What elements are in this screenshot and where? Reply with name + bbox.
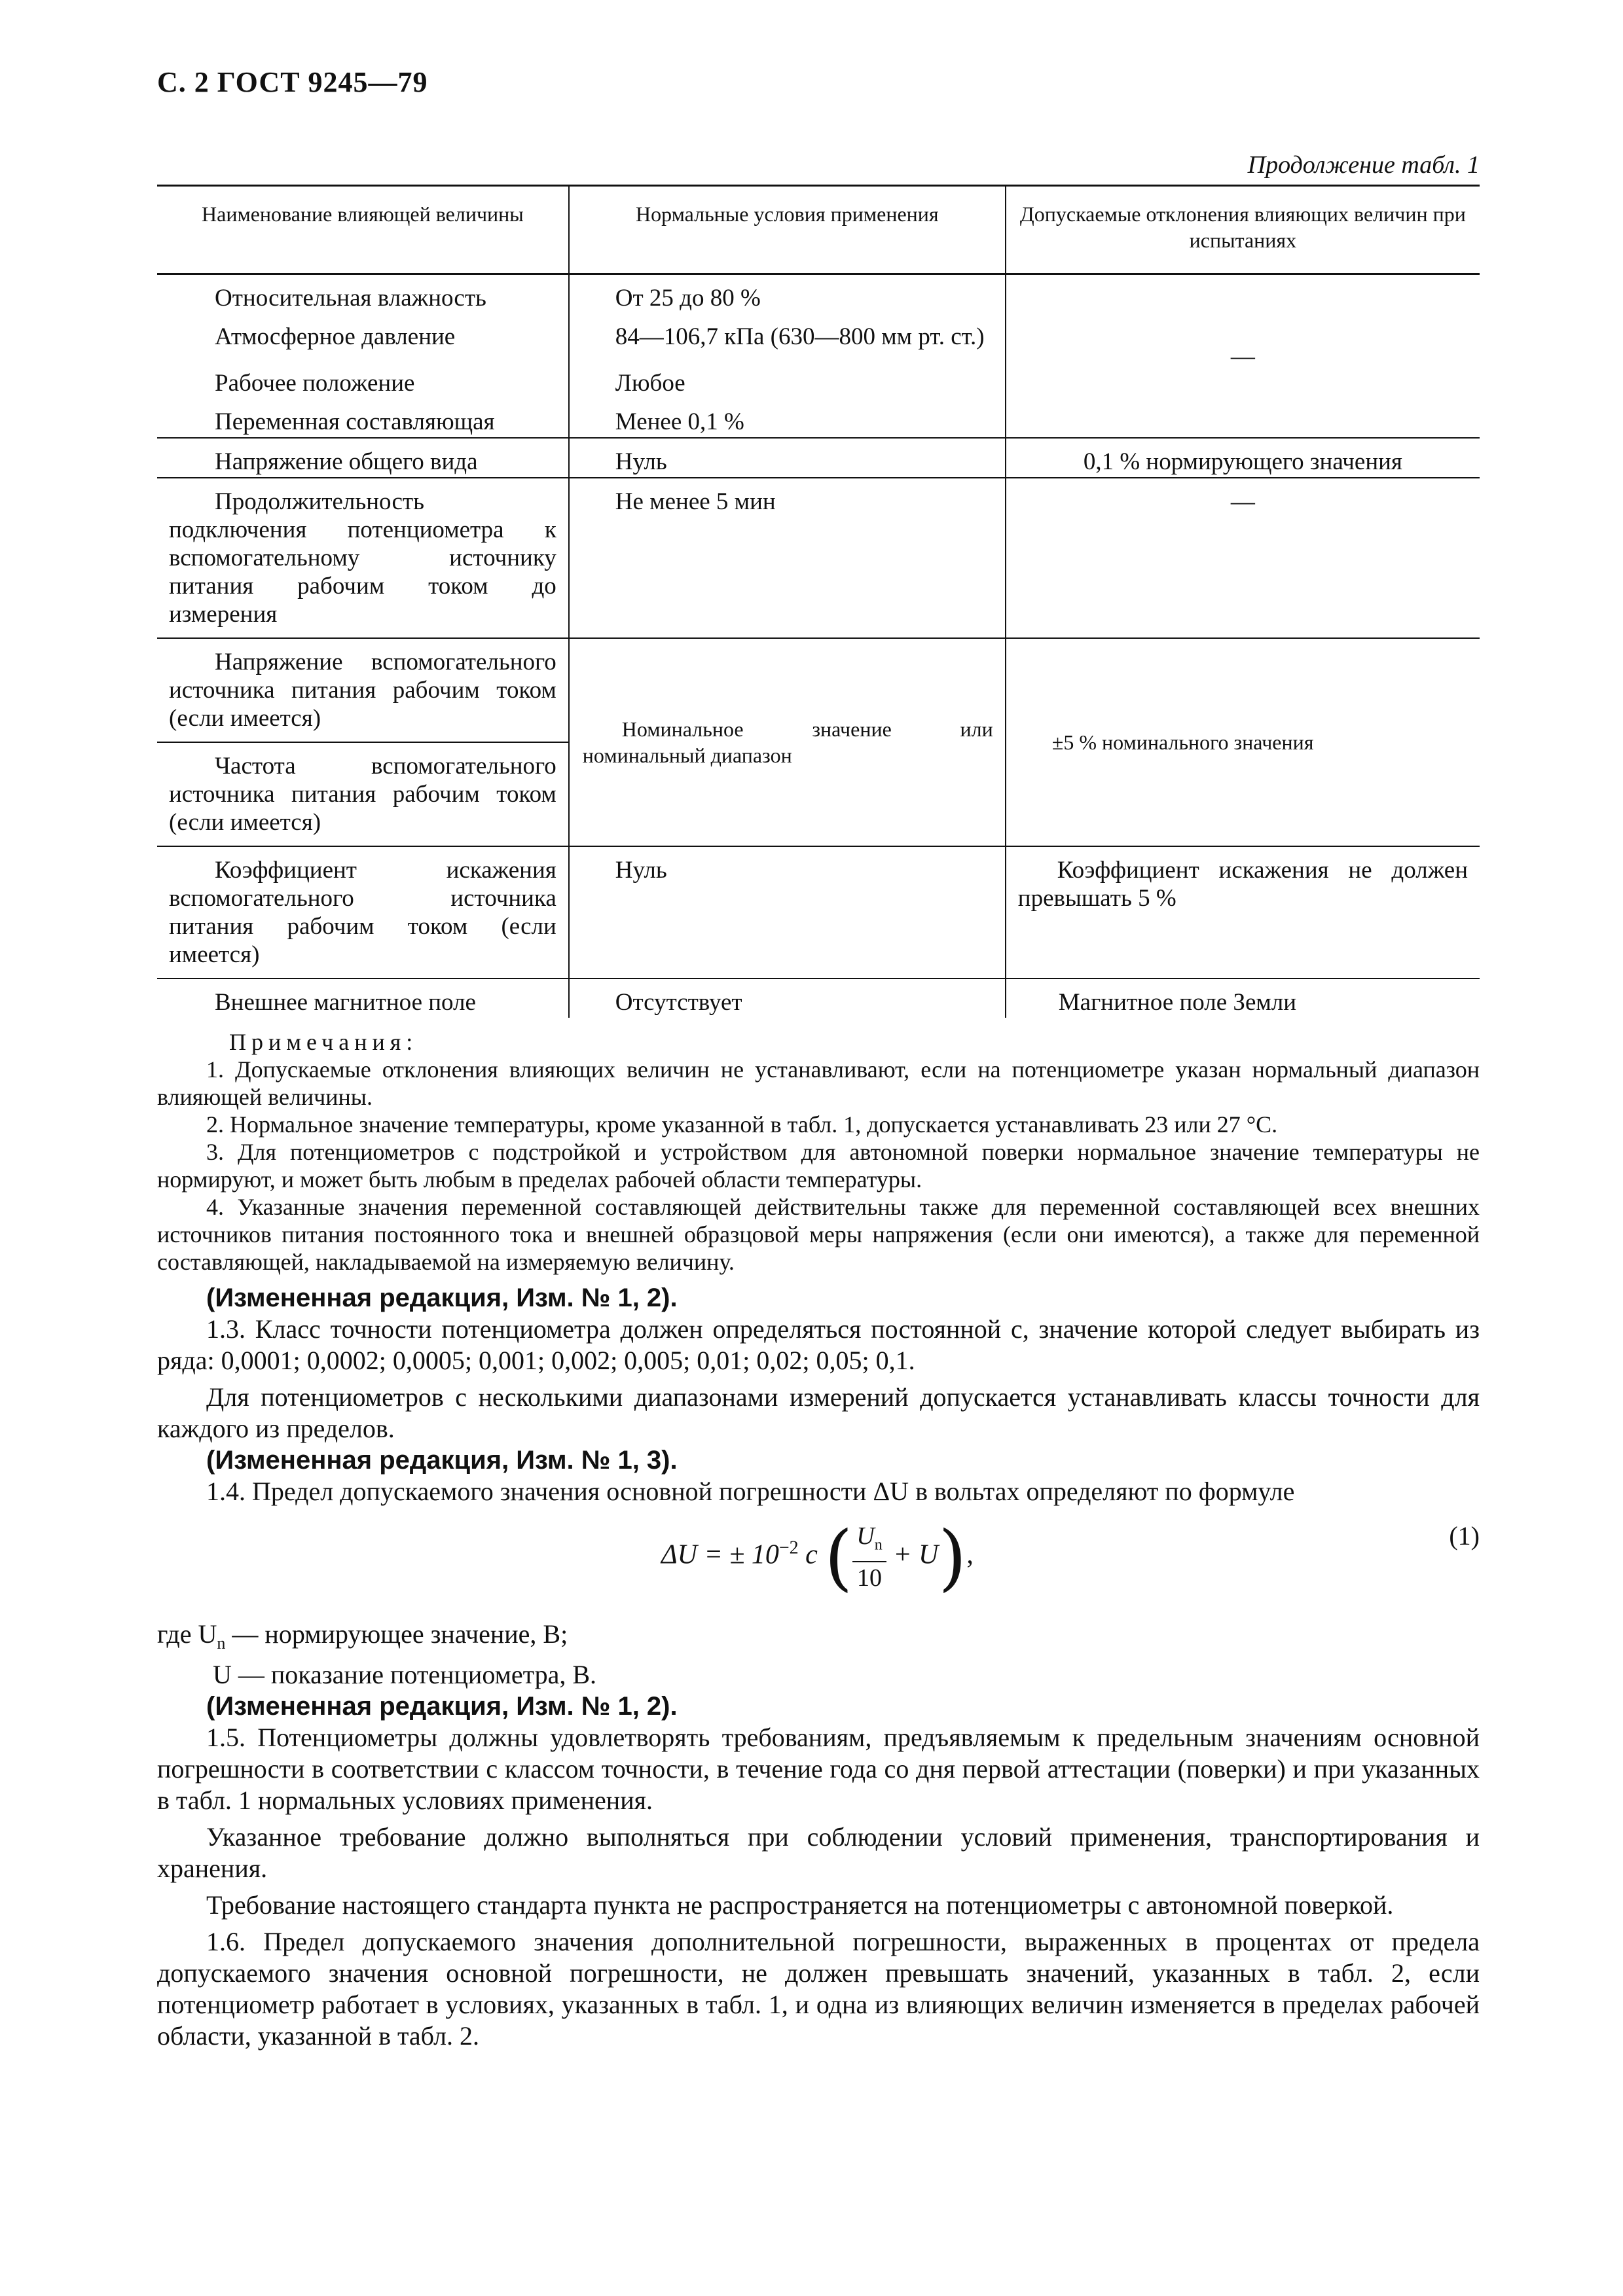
- revision-note: (Измененная редакция, Изм. № 1, 2).: [206, 1692, 678, 1721]
- formula-1: [157, 1507, 1480, 1619]
- table-row: Коэффициент искажения вспомогательного источника питания рабочим током (если имеется) Нуль Коэффициент искажения не должен превышать 5 %: [157, 846, 1480, 978]
- table-row: Напряжение вспомогательного источника питания рабочим током (если имеется) Номинальное значение или номинальный диапазон ±5 % номинального значения: [157, 638, 1480, 742]
- paragraph-1-4: 1.4. Предел допускаемого значения основной погрешности ΔU в вольтах определяют по формуле: [206, 1477, 1295, 1506]
- page-header: С. 2 ГОСТ 9245—79: [157, 66, 428, 98]
- paragraph-1-6: 1.6. Предел допускаемого значения дополнительной погрешности, выраженных в процентах от предела допускаемого значения основной погрешности, не должен превышать значений, указанных в табл. 2, если потенциометр работает в условиях, указанных в табл. 1, и одна из влияющих величин изменяется в пределах рабочей области, указанной в табл. 2.: [157, 1927, 1480, 2051]
- merged-conditions-cell: Номинальное значение или номинальный диапазон: [569, 638, 1006, 846]
- note-item: 1. Допускаемые отклонения влияющих величин не устанавливают, если на потенциометре указан нормальный диапазон влияющей величины.: [157, 1056, 1480, 1110]
- formula-number: (1): [1449, 1521, 1480, 1551]
- body-text: [157, 1282, 1480, 2052]
- revision-note: (Измененная редакция, Изм. № 1, 2).: [206, 1283, 678, 1312]
- table-row: Частота вспомогательного источника питания рабочим током (если имеется): [157, 742, 1480, 846]
- note-item: 3. Для потенциометров с подстройкой и устройством для автономной поверки нормальное значение температуры не нормируют, и может быть любым в пределах рабочей области температуры.: [157, 1139, 1480, 1193]
- note-item: 2. Нормальное значение температуры, кроме указанной в табл. 1, допускается устанавливать 23 или 27 °С.: [206, 1111, 1278, 1138]
- paragraph-1-5: 1.5. Потенциометры должны удовлетворять требованиям, предъявляемым к предельным значениям основной погрешности в соответствии с классом точности, в течение года со дня первой аттестации (поверки) и при указанных в табл. 1 нормальных условиях применения.: [157, 1723, 1480, 1815]
- table-row: Атмосферное давление 84—106,7 кПа (630—800 мм рт. ст.): [157, 314, 1480, 360]
- notes-title: Примечания:: [229, 1029, 418, 1055]
- paragraph-1-5c: Требование настоящего стандарта пункта не распространяется на потенциометры с автономной поверкой.: [206, 1890, 1394, 1920]
- table-continuation-label: Продолжение табл. 1: [1247, 151, 1480, 179]
- table-row: Напряжение общего вида Нуль 0,1 % нормирующего значения: [157, 438, 1480, 478]
- table-row: Рабочее положение Любое: [157, 360, 1480, 399]
- table-row: Относительная влажность От 25 до 80 % —: [157, 274, 1480, 314]
- formula-fraction: $\frac{U_n}{10}$: [852, 1520, 886, 1594]
- paragraph-1-3b: Для потенциометров с несколькими диапазонами измерений допускается устанавливать классы точности для каждого из пределов.: [157, 1382, 1480, 1443]
- document-page: [157, 65, 1480, 2052]
- table-row: Внешнее магнитное поле Отсутствует Магнитное поле Земли: [157, 978, 1480, 1018]
- revision-note: (Измененная редакция, Изм. № 1, 3).: [206, 1446, 678, 1475]
- notes-section: [157, 1028, 1480, 1276]
- paragraph-1-3: 1.3. Класс точности потенциометра должен определяться постоянной c, значение которой следует выбирать из ряда: 0,0001; 0,0002; 0,0005; 0,001; 0,002; 0,005; 0,01; 0,02; 0,05; 0,1.: [157, 1314, 1480, 1375]
- table-header-conditions: Нормальные условия применения: [569, 186, 1006, 274]
- formula-expression: ΔU = ± $10^{-2}$ c ( $\frac{U_n}{10}$ + U),: [661, 1515, 974, 1599]
- formula-legend: где $U_n$ — нормирующее значение, В; U — показание потенциометра, В.: [157, 1619, 597, 1689]
- table-header-name: Наименование влияющей величины: [157, 186, 569, 274]
- table-header-deviations: Допускаемые отклонения влияющих величин при испытаниях: [1006, 186, 1480, 274]
- paragraph-1-5b: Указанное требование должно выполняться при соблюдении условий применения, транспортирования и хранения.: [157, 1822, 1480, 1883]
- conditions-table: [157, 185, 1480, 1018]
- table-row: Продолжительность подключения потенциометра к вспомогательному источнику питания рабочим током до измерения Не менее 5 мин —: [157, 478, 1480, 638]
- table-row: Переменная составляющая Менее 0,1 %: [157, 399, 1480, 438]
- note-item: 4. Указанные значения переменной составляющей действительны также для переменной составляющей всех внешних источников питания постоянного тока и внешней образцовой меры напряжения (если они имеются), а также для переменной составляющей, накладываемой на измеряемую величину.: [157, 1194, 1480, 1275]
